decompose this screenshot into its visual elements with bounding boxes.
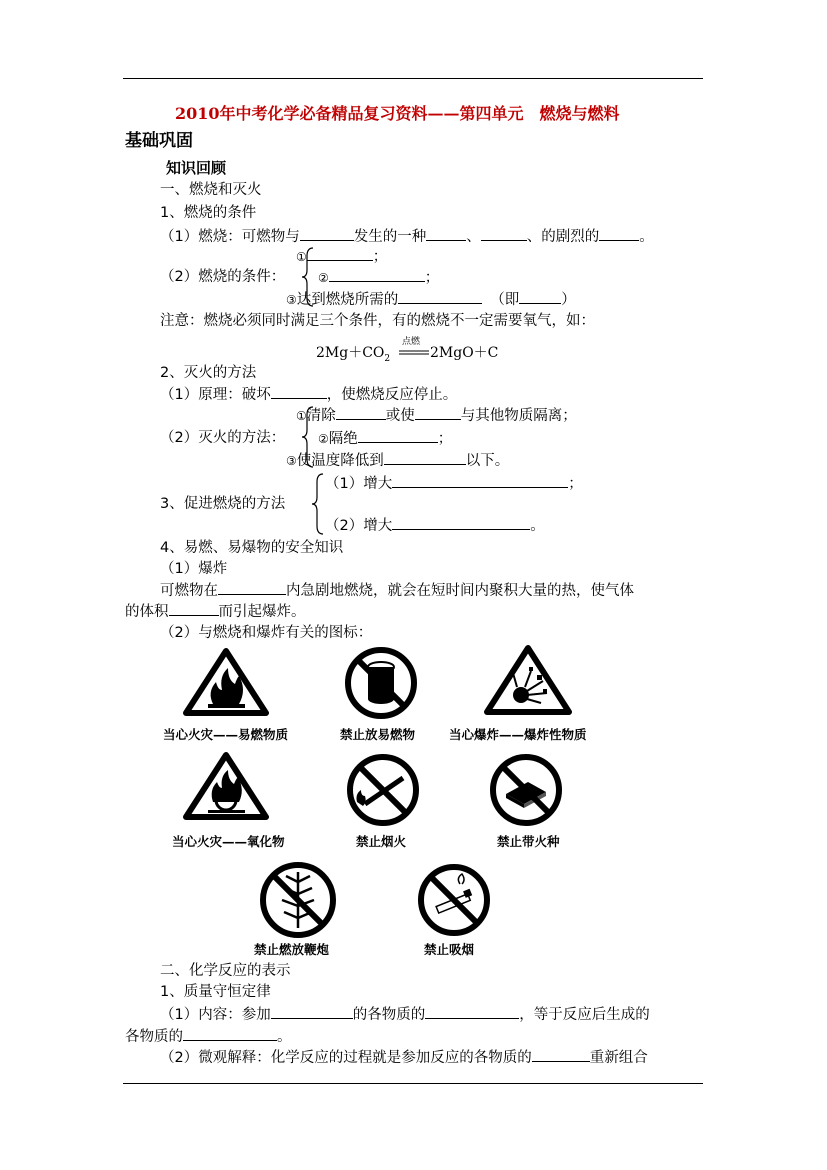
blank [599,226,639,241]
no-flammable-storage-icon [343,645,419,721]
blank [426,226,466,241]
sign-caption: 禁止吸烟 [424,942,475,957]
text: 、的剧烈的 [526,229,600,245]
text: 的各物质的 [352,1007,426,1023]
text: 。 [530,518,545,534]
blank [307,246,373,261]
mass-heading: 1、质量守恒定律 [160,984,271,1000]
combustion-definition [160,226,654,247]
no-smoking-icon [416,862,492,938]
blank [169,601,219,616]
blank [336,405,386,420]
mass-micro [160,1047,648,1068]
number: ③ [286,293,297,307]
blank [398,289,482,304]
section-review: 知识回顾 [166,159,227,177]
condition-item-1 [296,246,387,267]
blank [392,515,530,530]
extinguish-item-2 [318,428,452,449]
conditions-label: （2）燃烧的条件： [160,269,286,285]
text: （1）燃烧：可燃物与 [160,229,300,245]
equal-arrow-icon [399,350,429,356]
blank [329,267,425,282]
text: （1）内容：参加 [160,1007,271,1023]
sign-caption: 禁止放易燃物 [340,727,416,742]
number: ② [318,432,329,446]
text: ； [424,270,440,286]
icons-heading: （2）与燃烧和爆炸有关的图标： [160,625,373,641]
explosive-warning-icon [483,645,573,715]
text: （1）增大 [325,476,393,492]
text: 。 [639,229,654,245]
text: ，等于反应后生成的 [519,1007,650,1023]
promote-item-1 [325,473,583,494]
text: 的体积 [125,604,169,620]
part1-heading: 一、燃烧和灭火 [160,182,262,198]
text: （1）原理：破坏 [160,387,271,403]
text: （2）微观解释：化学反应的过程就是参加反应的各物质的 [160,1050,532,1066]
blank [519,289,561,304]
text: 与其他物质隔离； [460,408,577,424]
number: ① [296,409,307,423]
extinguish-item-3 [286,450,509,471]
brace-icon [310,472,326,536]
sign-caption: 当心爆炸——爆炸性物质 [449,727,587,742]
number: ③ [286,454,297,468]
text: 可燃物在 [160,583,218,599]
sign-caption: 当心火灾——易燃物质 [163,727,289,742]
note-text: 注意：燃烧必须同时满足三个条件，有的燃烧不一定需要氧气，如： [160,313,595,329]
explosion-text-2 [125,601,306,622]
equation-condition: 点燃 [402,337,421,347]
text: 重新组合 [589,1050,648,1066]
header-rule [123,78,703,79]
text: 达到燃烧所需的 [296,292,399,308]
text: ； [372,249,388,265]
text: 内急剧地燃烧，就会在短时间内聚积大量的热，使气体 [286,583,634,599]
text: 。 [277,1029,292,1045]
promote-item-2 [325,515,545,536]
explosion-heading: （1）爆炸 [160,561,228,577]
text: 或使 [385,408,415,424]
text: 而引起爆炸。 [218,604,306,620]
blank [300,226,354,241]
text: 以下。 [465,453,510,469]
no-open-flame-icon [345,752,421,828]
blank [415,405,461,420]
sign-caption: 当心火灾——氧化物 [172,834,285,849]
blank [532,1047,590,1062]
mass-content-1 [160,1004,650,1025]
sign-caption: 禁止烟火 [356,834,407,849]
eq-sub: 2 [384,353,391,364]
blank [384,450,466,465]
eq-left: 2Mg＋CO [316,345,385,361]
text: 隔绝 [328,431,358,447]
number: ① [296,250,307,264]
text: 使温度降低到 [296,453,384,469]
text: 、 [466,229,481,245]
no-tinder-icon [488,752,564,828]
document-title: 2010年中考化学必备精品复习资料——第四单元 燃烧与燃料 [175,104,620,123]
blank [183,1026,277,1041]
flammable-warning-icon [183,648,269,716]
number: ② [318,271,329,285]
text: ，使燃烧反应停止。 [326,387,458,403]
text: （即 [490,292,520,308]
conditions-heading: 1、燃烧的条件 [160,205,257,221]
explosion-text-1 [160,580,634,601]
text: （2）增大 [325,518,393,534]
text: ） [561,292,576,308]
blank [271,384,327,399]
extinguish-heading: 2、灭火的方法 [160,365,257,381]
extinguish-label: （2）灭火的方法： [160,430,286,446]
promote-heading: 3、促进燃烧的方法 [160,496,286,512]
blank [358,428,438,443]
equation-right: 2MgO＋C [430,345,499,361]
text: 各物质的 [125,1029,183,1045]
blank [481,226,527,241]
oxidizer-warning-icon [183,752,269,820]
part2-heading: 二、化学反应的表示 [160,963,291,979]
sign-caption: 禁止燃放鞭炮 [254,942,330,957]
equation [316,343,390,369]
text: 发生的一种 [353,229,427,245]
safety-heading: 4、易燃、易爆物的安全知识 [160,540,344,556]
section-basics: 基础巩固 [125,131,193,151]
blank [218,580,286,595]
blank [425,1004,519,1019]
mass-content-2 [125,1026,292,1047]
footer-rule [123,1083,703,1084]
extinguish-item-1 [296,405,577,426]
text: ； [437,431,453,447]
blank [271,1004,353,1019]
no-firecrackers-icon [258,860,338,940]
condition-item-2 [318,267,439,288]
text: 清除 [306,408,336,424]
blank [392,473,568,488]
condition-item-3 [286,289,576,310]
sign-caption: 禁止带火种 [497,834,560,849]
text: ； [568,476,583,492]
extinguish-principle [160,384,457,405]
